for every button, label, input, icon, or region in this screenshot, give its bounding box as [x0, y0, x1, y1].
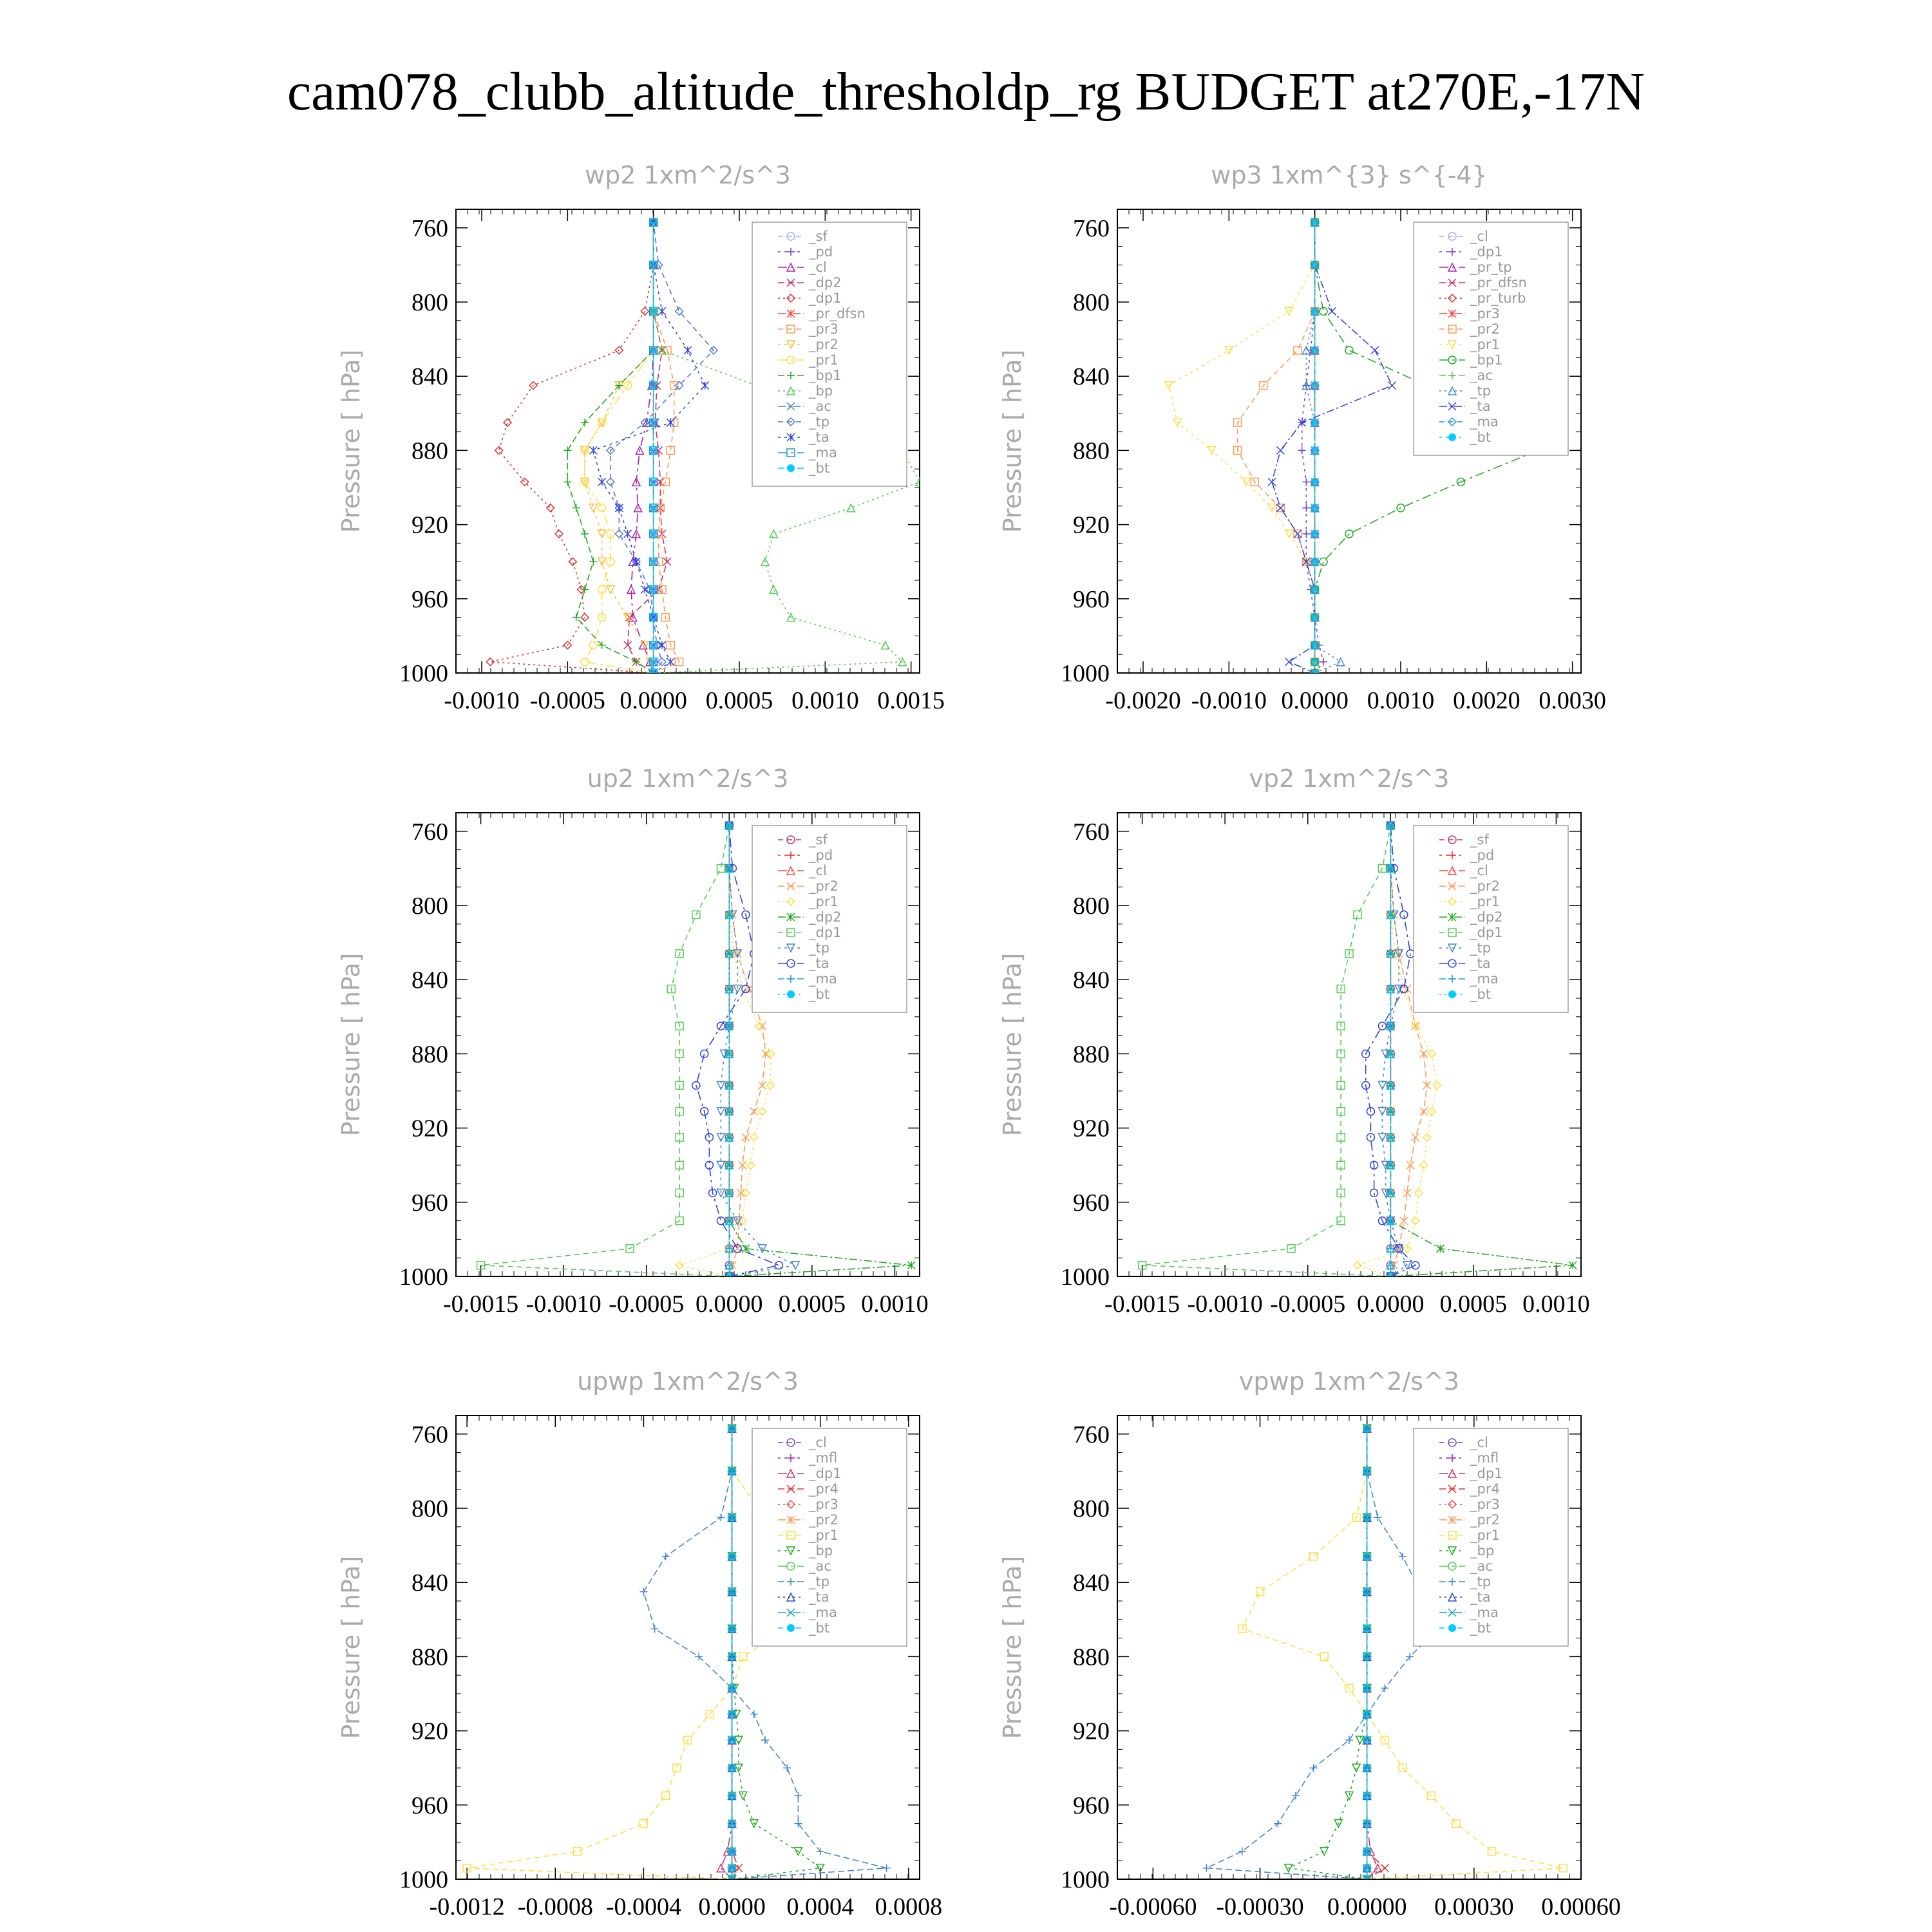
x-tick-label: -0.0005 [609, 1291, 685, 1318]
legend-entry: _pr1 [1470, 894, 1500, 909]
legend-entry: _cl [1470, 863, 1488, 878]
y-tick-label: 760 [412, 1421, 448, 1448]
y-tick-label: 840 [1073, 967, 1110, 994]
data-point-dp1 [1298, 446, 1306, 454]
x-tick-label: -0.0015 [1104, 1291, 1180, 1318]
data-point-bp1 [581, 530, 589, 538]
legend-entry: _ma [1470, 971, 1499, 987]
data-point-tp [794, 1792, 802, 1799]
x-tick-label: 0.0000 [698, 1893, 766, 1920]
y-tick-label: 760 [412, 818, 448, 846]
data-point-ta [1371, 346, 1379, 354]
chart-panel-3 [337, 764, 929, 1318]
data-point-tp [1399, 1553, 1406, 1560]
legend-entry: _ta [1470, 1589, 1491, 1605]
legend-entry: _cl [1470, 1435, 1488, 1450]
legend-entry: _pr3 [809, 321, 838, 337]
data-point-bp1 [573, 504, 580, 512]
x-tick-label: -0.0012 [429, 1893, 505, 1920]
panel-title: up2 1xm^2/s^3 [587, 764, 789, 793]
data-point-ta [701, 382, 709, 390]
chart-panel-2 [998, 161, 1606, 714]
x-tick-label: -0.0010 [444, 687, 520, 714]
y-axis-label: Pressure [ hPa] [337, 1555, 365, 1739]
x-tick-label: -0.0005 [529, 687, 605, 714]
legend-entry: _pr2 [1470, 321, 1500, 337]
y-tick-label: 1000 [1061, 660, 1110, 687]
legend-marker [787, 464, 795, 472]
y-tick-label: 760 [1073, 214, 1110, 242]
legend-entry: _pr1 [1470, 1528, 1500, 1543]
data-point-pr1 [767, 1081, 775, 1089]
panel-title: vpwp 1xm^2/s^3 [1238, 1367, 1460, 1396]
data-point-pr1 [1354, 1262, 1361, 1269]
legend-marker [1448, 433, 1456, 441]
data-point-tp [662, 1553, 670, 1560]
y-axis-label: Pressure [ hPa] [998, 952, 1027, 1137]
legend-entry: _pr2 [1470, 878, 1500, 894]
y-tick-label: 960 [1073, 1792, 1110, 1819]
x-tick-label: 0.0005 [1439, 1291, 1508, 1318]
data-point-pr1 [747, 1161, 755, 1169]
data-point-ta [589, 446, 597, 454]
y-tick-label: 960 [1073, 1189, 1110, 1217]
y-tick-label: 880 [1073, 1041, 1110, 1068]
legend-entry: _cl [809, 1435, 827, 1450]
panels-container [337, 161, 1621, 1920]
legend-entry: _pr2 [1470, 1512, 1500, 1528]
data-point-dp1 [1320, 658, 1327, 666]
legend-entry: _dp1 [1470, 244, 1503, 260]
series-line-ta [1272, 222, 1392, 673]
data-point-bp [847, 504, 855, 512]
y-axis-label: Pressure [ hPa] [998, 349, 1027, 533]
legend-entry: _ma [1470, 1605, 1499, 1620]
legend-entry: _bp [1470, 1543, 1495, 1558]
y-tick-label: 920 [412, 1115, 448, 1142]
legend-entry: _dp1 [1470, 1466, 1503, 1481]
legend-entry: _tp [809, 414, 830, 430]
x-tick-label: -0.00060 [1109, 1893, 1197, 1920]
data-point-bp [770, 530, 777, 538]
data-point-pr1 [750, 1133, 758, 1141]
data-point-ta [658, 641, 666, 649]
legend-entry: _dp1 [1470, 925, 1503, 940]
legend [1414, 826, 1568, 1012]
x-tick-label: 0.0000 [1357, 1291, 1425, 1318]
y-tick-label: 800 [412, 1495, 448, 1522]
y-tick-label: 1000 [1061, 1866, 1110, 1893]
legend-entry: _dp1 [809, 925, 842, 940]
y-tick-label: 880 [1073, 1643, 1110, 1671]
legend-entry: _ma [809, 1605, 837, 1620]
data-point-pr2 [607, 585, 614, 593]
y-tick-label: 800 [412, 289, 448, 316]
data-point-pr1 [1225, 346, 1233, 354]
x-tick-label: 0.0010 [791, 687, 859, 714]
series-line-dp1 [490, 222, 653, 673]
y-axis-label: Pressure [ hPa] [337, 349, 365, 533]
legend-entry: _sf [1470, 832, 1489, 848]
chart-panel-4 [998, 764, 1590, 1318]
legend [1414, 222, 1568, 455]
legend-entry: _pr_turb [1470, 290, 1526, 306]
x-tick-label: 0.0004 [786, 1893, 854, 1920]
legend-entry: _bt [809, 987, 830, 1002]
x-tick-label: 0.00030 [1434, 1893, 1514, 1920]
data-point-dp1 [1302, 382, 1310, 390]
y-tick-label: 920 [412, 511, 448, 539]
x-tick-label: 0.0010 [1522, 1291, 1590, 1318]
data-point-pr1 [676, 1262, 683, 1269]
legend-entry: _dp2 [1470, 909, 1503, 925]
data-point-tp [1292, 1792, 1300, 1799]
legend-entry: _bt [1470, 1620, 1492, 1636]
y-tick-label: 1000 [399, 660, 448, 687]
legend-entry: _cl [809, 260, 827, 275]
legend-entry: _pd [1470, 848, 1495, 863]
legend-entry: _cl [1470, 229, 1488, 244]
legend-entry: _pr2 [809, 878, 838, 894]
legend-entry: _bp1 [809, 368, 842, 383]
data-point-pr2 [750, 1108, 758, 1115]
x-tick-label: 0.0030 [1539, 687, 1606, 714]
data-point-tp [1202, 1864, 1210, 1872]
y-tick-label: 840 [412, 967, 448, 994]
data-point-bp [1320, 1848, 1328, 1855]
y-tick-label: 920 [1073, 1718, 1110, 1745]
legend-entry: _ma [809, 445, 837, 460]
y-tick-label: 1000 [1061, 1264, 1110, 1291]
legend-entry: _ac [809, 1558, 831, 1574]
legend-entry: _ta [809, 1589, 829, 1605]
data-point-pr1 [1285, 530, 1293, 538]
panel-title: wp3 1xm^{3} s^{-4} [1211, 161, 1488, 189]
y-tick-label: 1000 [399, 1264, 448, 1291]
legend-entry: _pr_dfsn [809, 306, 866, 321]
x-tick-label: 0.0010 [1367, 687, 1435, 714]
legend-entry: _bp1 [1470, 352, 1503, 368]
x-tick-label: 0.0000 [620, 687, 687, 714]
legend-entry: _pr3 [1470, 1497, 1500, 1512]
legend-marker [787, 1624, 795, 1632]
data-point-ta [1328, 307, 1336, 315]
legend-entry: _pd [809, 244, 833, 260]
x-tick-label: 0.0008 [875, 1893, 943, 1920]
data-point-tp [717, 1513, 724, 1521]
data-point-tp [639, 1588, 647, 1596]
data-point-tp [1374, 1513, 1381, 1521]
legend-entry: _ac [1470, 368, 1493, 383]
x-tick-label: 0.00060 [1541, 1893, 1621, 1920]
y-tick-label: 800 [1073, 289, 1110, 316]
chart-panel-5 [337, 1367, 942, 1920]
y-tick-label: 760 [1073, 1421, 1110, 1448]
data-point-pr1 [598, 504, 606, 512]
data-point-pr2 [589, 504, 597, 512]
legend-entry: _pr1 [1470, 337, 1500, 352]
data-point-pr1 [598, 419, 606, 426]
data-point-bp [770, 585, 777, 593]
y-axis-label: Pressure [ hPa] [337, 952, 365, 1137]
legend-entry: _pd [809, 848, 833, 863]
series-line-pr1 [585, 222, 654, 673]
legend-entry: _ta [809, 430, 829, 445]
panel-title: vp2 1xm^2/s^3 [1249, 764, 1450, 793]
data-point-ta [615, 504, 623, 512]
data-point-ta [598, 478, 606, 486]
data-point-dp1 [504, 419, 511, 426]
data-point-ta [1370, 1189, 1378, 1197]
x-tick-label: 0.0020 [1453, 687, 1520, 714]
data-point-pr1 [739, 1653, 747, 1660]
data-point-ta [658, 307, 666, 315]
x-tick-label: 0.0015 [877, 687, 945, 714]
x-tick-label: -0.0010 [526, 1291, 601, 1318]
data-point-dp1 [569, 558, 576, 565]
legend-marker [1448, 1624, 1456, 1632]
legend [752, 1428, 907, 1646]
y-tick-label: 800 [1073, 1495, 1110, 1522]
series-line-tp [1382, 826, 1407, 1276]
series-line-pr2 [585, 222, 654, 673]
data-point-bp1 [1320, 558, 1327, 565]
data-point-ta [1294, 530, 1302, 538]
y-tick-label: 1000 [399, 1866, 448, 1893]
chart-panel-1 [337, 161, 945, 714]
y-tick-label: 960 [1073, 585, 1110, 613]
legend [1414, 1428, 1568, 1646]
chart-panel-6 [998, 1367, 1621, 1920]
legend-entry: _pr_dfsn [1470, 275, 1527, 290]
y-tick-label: 960 [412, 1792, 448, 1819]
y-tick-label: 960 [412, 585, 448, 613]
y-axis-label: Pressure [ hPa] [998, 1555, 1027, 1739]
x-tick-label: -0.0005 [1270, 1291, 1346, 1318]
legend [752, 826, 907, 1012]
legend-entry: _ta [1470, 956, 1491, 971]
data-point-dp1 [1302, 530, 1310, 538]
data-point-tp [750, 1710, 758, 1718]
legend-entry: _tp [1470, 940, 1492, 956]
legend-entry: _pr2 [809, 337, 838, 352]
data-point-dp1 [1354, 911, 1361, 918]
data-point-ta [701, 1050, 708, 1057]
data-point-ta [641, 585, 649, 593]
legend-entry: _dp1 [809, 1466, 842, 1481]
legend-entry: _bp [809, 1543, 833, 1558]
panel-title: wp2 1xm^2/s^3 [585, 161, 791, 189]
y-tick-label: 920 [412, 1718, 448, 1745]
data-point-ta [624, 530, 632, 538]
data-point-ta [632, 558, 640, 565]
data-point-tp [883, 1864, 891, 1872]
series-line-dp1 [1142, 826, 1391, 1276]
legend-entry: _pr4 [809, 1481, 838, 1497]
legend-entry: _ta [1470, 399, 1491, 414]
x-tick-label: 0.0005 [778, 1291, 846, 1318]
data-point-ta [1276, 504, 1284, 512]
legend-entry: _ta [809, 956, 829, 971]
x-tick-label: -0.0010 [1187, 1291, 1263, 1318]
legend-entry: _bp [809, 383, 833, 399]
legend-entry: _tp [1470, 1574, 1492, 1589]
y-tick-label: 880 [1073, 437, 1110, 465]
x-tick-label: -0.0008 [517, 1893, 593, 1920]
y-tick-label: 840 [412, 1569, 448, 1597]
x-tick-label: -0.0020 [1105, 687, 1181, 714]
legend-entry: _dp1 [809, 290, 842, 306]
data-point-tp [1337, 658, 1345, 666]
data-point-tp [1381, 1684, 1388, 1692]
data-point-dp1 [555, 530, 563, 538]
y-tick-label: 880 [412, 437, 448, 465]
y-tick-label: 800 [412, 893, 448, 920]
legend-entry: _bt [809, 460, 830, 476]
data-point-ta [1268, 478, 1276, 486]
data-point-ta [667, 419, 674, 426]
data-point-bp1 [581, 419, 589, 426]
data-point-pr2 [1412, 1022, 1419, 1030]
legend-entry: _pr3 [809, 1497, 838, 1512]
data-point-bp1 [1345, 346, 1353, 354]
legend-entry: _bt [809, 1620, 830, 1636]
data-point-ta [1276, 446, 1284, 454]
y-tick-label: 760 [412, 214, 448, 242]
legend-entry: _ma [809, 971, 837, 987]
data-point-ta [1285, 658, 1293, 666]
legend-entry: _tp [809, 940, 830, 956]
legend [752, 222, 907, 486]
panel-title: upwp 1xm^2/s^3 [577, 1367, 799, 1396]
data-point-dp1 [547, 504, 554, 512]
y-tick-label: 880 [412, 1643, 448, 1671]
legend-entry: _sf [809, 229, 828, 244]
legend-entry: _pr4 [1470, 1481, 1500, 1497]
y-tick-label: 800 [1073, 893, 1110, 920]
y-tick-label: 840 [1073, 1569, 1110, 1597]
data-point-ta [684, 346, 692, 354]
y-tick-label: 920 [1073, 1115, 1110, 1142]
legend-entry: _pr1 [809, 352, 838, 368]
legend-entry: _ma [1470, 414, 1499, 430]
data-point-dp2 [658, 346, 666, 354]
legend-entry: _pr_tp [1470, 260, 1512, 275]
data-point-pr4 [1381, 1864, 1388, 1872]
legend-entry: _cl [809, 863, 827, 878]
x-tick-label: 0.0010 [861, 1291, 929, 1318]
x-tick-label: 0.0000 [1281, 687, 1349, 714]
x-tick-label: -0.0004 [605, 1893, 682, 1920]
y-tick-label: 880 [412, 1041, 448, 1068]
figure-title: cam078_clubb_altitude_thresholdp_rg BUDGET at270E,-17N [287, 62, 1645, 122]
series-line-tp [1207, 1428, 1439, 1879]
x-tick-label: 0.00000 [1327, 1893, 1407, 1920]
legend-entry: _dp2 [809, 275, 842, 290]
legend-entry: _pr1 [809, 1528, 838, 1543]
y-tick-label: 840 [412, 363, 448, 391]
x-tick-label: 0.0005 [705, 687, 773, 714]
series-line-dp1 [481, 826, 730, 1276]
legend-entry: _pr1 [809, 894, 838, 909]
data-point-dp1 [717, 1864, 724, 1872]
data-point-dp1 [581, 614, 589, 621]
legend-entry: _dp2 [809, 909, 842, 925]
data-point-pr1 [589, 641, 597, 649]
legend-entry: _bt [1470, 987, 1492, 1002]
data-point-tp [607, 478, 614, 486]
data-point-bp1 [564, 478, 571, 486]
data-point-bp [1345, 1792, 1353, 1799]
data-point-tp [651, 1625, 659, 1633]
data-point-ta [775, 1262, 782, 1269]
legend-entry: _mfl [809, 1450, 838, 1466]
y-tick-label: 840 [1073, 363, 1110, 391]
x-tick-label: -0.0010 [1191, 687, 1267, 714]
data-point-pr1 [1403, 1245, 1411, 1253]
legend-entry: _sf [809, 832, 828, 848]
data-point-pr1 [1423, 1133, 1431, 1141]
x-tick-label: -0.00030 [1216, 1893, 1304, 1920]
y-tick-label: 920 [1073, 511, 1110, 539]
x-tick-label: -0.0015 [442, 1291, 519, 1318]
data-point-bp1 [564, 446, 571, 454]
legend-entry: _pr3 [1470, 306, 1500, 321]
data-point-bp1 [589, 558, 597, 565]
legend-entry: _ac [809, 399, 831, 414]
data-point-pr1 [759, 1108, 766, 1115]
data-point-ta [667, 658, 674, 666]
data-point-pr2 [1420, 1108, 1428, 1115]
data-point-pr1 [1256, 1588, 1264, 1596]
legend-entry: _tp [1470, 383, 1492, 399]
legend-entry: _pr2 [809, 1512, 838, 1528]
y-tick-label: 760 [1073, 818, 1110, 846]
legend-marker [787, 990, 795, 998]
data-point-dp1 [1302, 478, 1310, 486]
data-point-ta [717, 1217, 724, 1225]
x-tick-label: 0.0000 [696, 1291, 763, 1318]
series-line-pr2 [1238, 222, 1315, 673]
legend-entry: _bt [1470, 430, 1492, 445]
legend-marker [1448, 990, 1456, 998]
legend-entry: _mfl [1470, 1450, 1499, 1466]
data-point-pr1 [1428, 1050, 1436, 1057]
data-point-dp1 [1302, 504, 1310, 512]
legend-entry: _tp [809, 1574, 830, 1589]
y-tick-label: 960 [412, 1189, 448, 1217]
legend-entry: _ac [1470, 1558, 1493, 1574]
data-point-ta [1388, 382, 1396, 390]
